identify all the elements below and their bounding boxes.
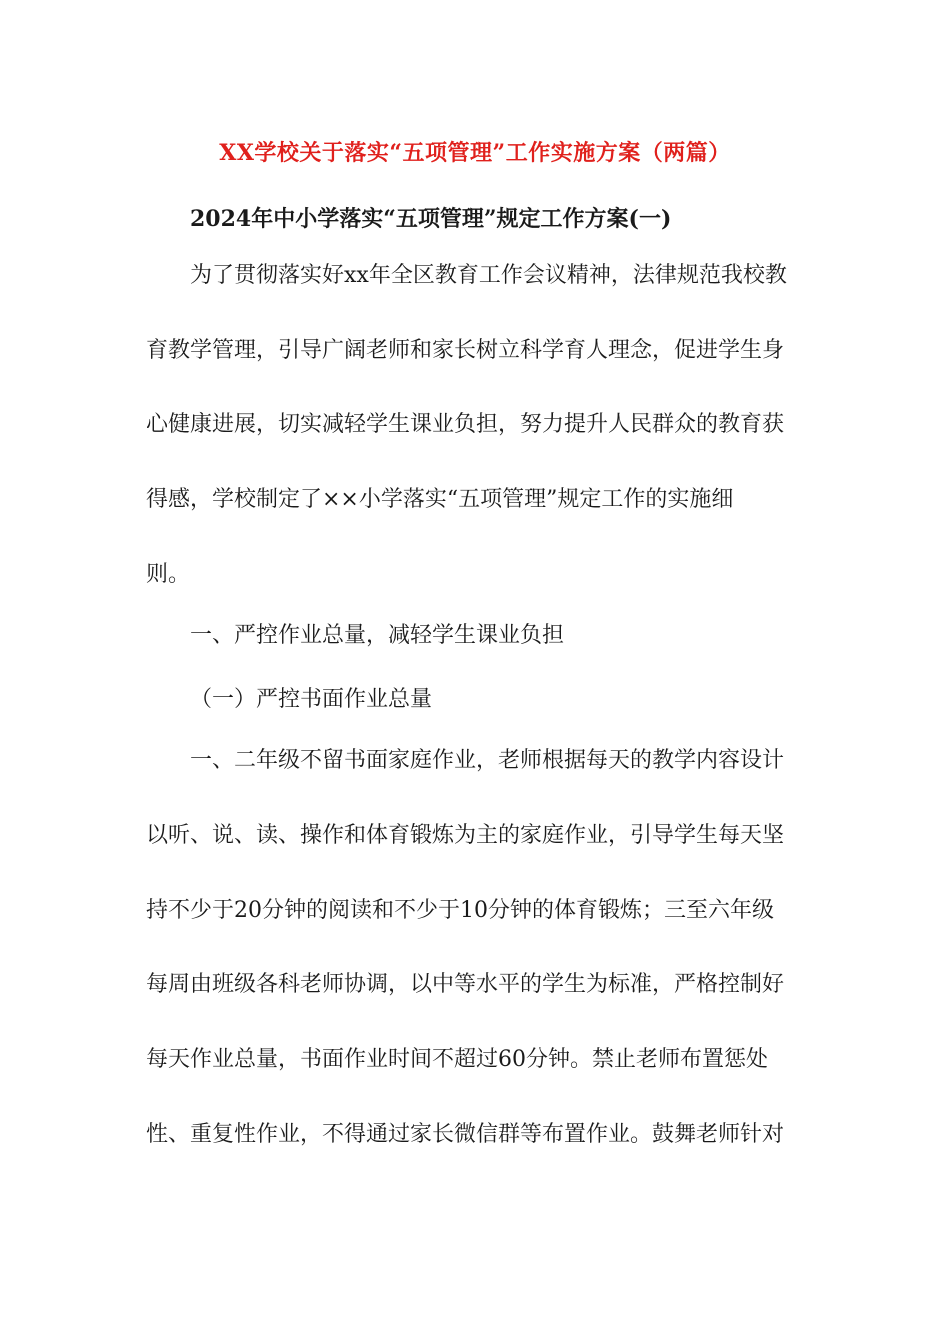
paragraph-line: 以听、说、读、操作和体育锻炼为主的家庭作业，引导学生每天坚	[146, 823, 785, 848]
paragraph-line: 为了贯彻落实好xx年全区教育工作会议精神，法律规范我校教	[190, 263, 787, 288]
paragraph-line: 一、二年级不留书面家庭作业，老师根据每天的教学内容设计	[190, 748, 785, 773]
section-heading: 2024年中小学落实“五项管理”规定工作方案(一)	[190, 206, 672, 232]
paragraph-line: 性、重复性作业，不得通过家长微信群等布置作业。鼓舞老师针对	[146, 1122, 785, 1147]
paragraph-line: 则。	[146, 562, 191, 587]
paragraph-line: 每天作业总量，书面作业时间不超过60分钟。禁止老师布置惩处	[146, 1047, 768, 1072]
paragraph-line: 得感，学校制定了××小学落实“五项管理”规定工作的实施细	[146, 487, 734, 512]
paragraph-line: 育教学管理，引导广阔老师和家长树立科学育人理念，促进学生身	[146, 338, 785, 363]
paragraph-line: 每周由班级各科老师协调，以中等水平的学生为标准，严格控制好	[146, 972, 785, 997]
paragraph-line: 心健康进展，切实减轻学生课业负担，努力提升人民群众的教育获	[146, 412, 785, 437]
paragraph-line: 持不少于20分钟的阅读和不少于10分钟的体育锻炼；三至六年级	[146, 898, 774, 923]
subsection-heading: （一）严控书面作业总量	[190, 687, 433, 712]
section-heading-1: 一、严控作业总量，减轻学生课业负担	[190, 623, 565, 648]
document-title: XX学校关于落实“五项管理”工作实施方案（两篇）	[219, 140, 731, 166]
